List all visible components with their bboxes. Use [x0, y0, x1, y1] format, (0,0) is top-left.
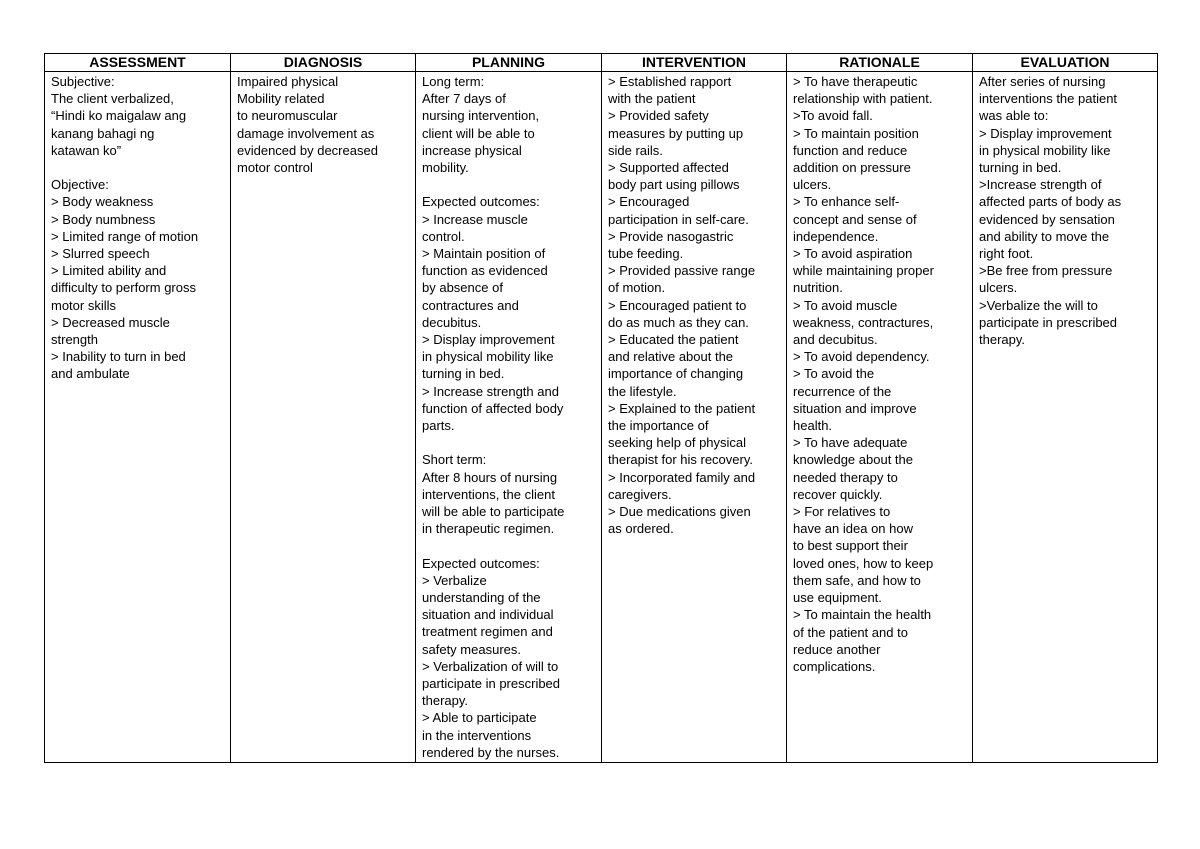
- cell-line: > Limited range of motion: [51, 228, 199, 244]
- cell-line: [422, 176, 595, 193]
- cell-line: > To have therapeutic: [793, 74, 918, 89]
- cell-line: therapy.: [979, 332, 1026, 348]
- cell-line: > To avoid aspiration: [793, 246, 913, 262]
- cell-line: > To have adequate: [793, 435, 908, 451]
- cell-line: recover quickly.: [793, 486, 883, 502]
- cell-line: > To enhance self-: [793, 194, 900, 210]
- cell-line: ulcers.: [793, 177, 832, 193]
- cell-line: >To avoid fall.: [793, 108, 873, 124]
- cell-line: > Limited ability and: [51, 263, 167, 279]
- evaluation-cell: [973, 72, 1158, 763]
- cell-line: body part using pillows: [608, 177, 740, 193]
- cell-line: have an idea on how: [793, 521, 913, 537]
- cell-line: > Encouraged patient to: [608, 297, 747, 313]
- nursing-care-plan-table: [44, 53, 1158, 763]
- cell-line: > Display improvement: [422, 332, 555, 348]
- cell-line: measures by putting up: [608, 125, 744, 141]
- cell-line: ulcers.: [979, 280, 1018, 296]
- cell-line: difficulty to perform gross: [51, 280, 196, 296]
- cell-line: while maintaining proper: [793, 263, 934, 279]
- cell-line: Short term:: [422, 452, 487, 468]
- cell-line: and decubitus.: [793, 332, 878, 348]
- cell-line: > To maintain position: [793, 125, 919, 141]
- cell-line: > Verbalize: [422, 572, 487, 588]
- cell-line: function and reduce: [793, 142, 908, 158]
- cell-line: complications.: [793, 658, 876, 674]
- cell-line: >Increase strength of: [979, 177, 1102, 193]
- cell-line: interventions, the client: [422, 486, 555, 502]
- cell-line: in physical mobility like: [979, 142, 1111, 158]
- cell-line: decubitus.: [422, 314, 482, 330]
- cell-line: > Increase strength and: [422, 383, 559, 399]
- cell-line: nursing intervention,: [422, 108, 540, 124]
- cell-line: situation and improve: [793, 400, 917, 416]
- cell-line: > Provided safety: [608, 108, 709, 124]
- planning-cell: [416, 72, 602, 763]
- cell-line: and ambulate: [51, 366, 130, 382]
- cell-line: control.: [422, 228, 465, 244]
- cell-line: > Inability to turn in bed: [51, 349, 186, 365]
- assessment-cell: [45, 72, 231, 763]
- cell-line: knowledge about the: [793, 452, 913, 468]
- cell-line: katawan ko”: [51, 142, 122, 158]
- cell-line: > To avoid muscle: [793, 297, 898, 313]
- header-diagnosis: DIAGNOSIS: [231, 54, 416, 72]
- header-intervention: INTERVENTION: [602, 54, 787, 72]
- cell-line: > To avoid the: [793, 366, 875, 382]
- cell-line: do as much as they can.: [608, 314, 749, 330]
- cell-line: > Provide nasogastric: [608, 228, 734, 244]
- cell-line: by absence of: [422, 280, 503, 296]
- cell-line: therapy.: [422, 693, 469, 709]
- cell-line: > Incorporated family and: [608, 469, 756, 485]
- cell-line: use equipment.: [793, 590, 882, 606]
- cell-line: > To avoid dependency.: [793, 349, 930, 365]
- cell-line: Expected outcomes:: [422, 194, 540, 210]
- cell-line: tube feeding.: [608, 246, 684, 262]
- cell-line: After series of nursing: [979, 74, 1106, 89]
- cell-line: > Due medications given: [608, 504, 751, 520]
- header-evaluation: EVALUATION: [973, 54, 1158, 72]
- cell-line: the importance of: [608, 418, 709, 434]
- cell-line: them safe, and how to: [793, 572, 921, 588]
- cell-line: > Verbalization of will to: [422, 658, 559, 674]
- cell-line: and ability to move the: [979, 228, 1110, 244]
- cell-line: strength: [51, 332, 98, 348]
- cell-line: Subjective:: [51, 74, 115, 89]
- cell-line: right foot.: [979, 246, 1034, 262]
- cell-line: in the interventions: [422, 727, 532, 743]
- cell-line: independence.: [793, 228, 879, 244]
- cell-line: > Able to participate: [422, 710, 537, 726]
- cell-line: importance of changing: [608, 366, 744, 382]
- cell-line: the lifestyle.: [608, 383, 677, 399]
- cell-line: relationship with patient.: [793, 91, 933, 107]
- cell-line: motor skills: [51, 297, 117, 313]
- cell-line: parts.: [422, 418, 455, 434]
- cell-line: function as evidenced: [422, 263, 548, 279]
- cell-line: Expected outcomes:: [422, 555, 540, 571]
- header-planning: PLANNING: [416, 54, 602, 72]
- cell-line: > Display improvement: [979, 125, 1112, 141]
- content-row: [45, 72, 1158, 763]
- cell-line: > Supported affected: [608, 160, 729, 176]
- cell-line: > Slurred speech: [51, 246, 150, 262]
- cell-line: recurrence of the: [793, 383, 892, 399]
- cell-line: damage involvement as: [237, 125, 375, 141]
- rationale-cell: [787, 72, 973, 763]
- cell-line: > For relatives to: [793, 504, 891, 520]
- cell-line: contractures and: [422, 297, 519, 313]
- cell-line: addition on pressure: [793, 160, 911, 176]
- cell-line: Objective:: [51, 177, 109, 193]
- cell-line: with the patient: [608, 91, 696, 107]
- cell-line: to neuromuscular: [237, 108, 338, 124]
- cell-line: Long term:: [422, 74, 485, 89]
- cell-line: Impaired physical: [237, 74, 339, 89]
- cell-line: After 8 hours of nursing: [422, 469, 558, 485]
- cell-line: Mobility related: [237, 91, 325, 107]
- cell-line: > Established rapport: [608, 74, 732, 89]
- diagnosis-cell: [231, 72, 416, 763]
- cell-line: > Increase muscle: [422, 211, 528, 227]
- cell-line: function of affected body: [422, 400, 564, 416]
- cell-line: will be able to participate: [422, 504, 565, 520]
- cell-line: >Verbalize the will to: [979, 297, 1098, 313]
- cell-line: evidenced by sensation: [979, 211, 1115, 227]
- cell-line: reduce another: [793, 641, 881, 657]
- cell-line: [422, 434, 595, 451]
- cell-line: safety measures.: [422, 641, 521, 657]
- cell-line: turning in bed.: [979, 160, 1062, 176]
- cell-line: seeking help of physical: [608, 435, 747, 451]
- cell-line: > Body weakness: [51, 194, 154, 210]
- cell-line: increase physical: [422, 142, 522, 158]
- cell-line: > Provided passive range: [608, 263, 756, 279]
- cell-line: participate in prescribed: [979, 314, 1118, 330]
- cell-line: > Body numbness: [51, 211, 156, 227]
- intervention-cell: [602, 72, 787, 763]
- cell-line: and relative about the: [608, 349, 734, 365]
- cell-line: mobility.: [422, 160, 469, 176]
- cell-line: evidenced by decreased: [237, 142, 378, 158]
- cell-line: situation and individual: [422, 607, 554, 623]
- cell-line: “Hindi ko maigalaw ang: [51, 108, 187, 124]
- cell-line: understanding of the: [422, 590, 541, 606]
- cell-line: > Explained to the patient: [608, 400, 756, 416]
- cell-line: kanang bahagi ng: [51, 125, 155, 141]
- header-rationale: RATIONALE: [787, 54, 973, 72]
- cell-line: side rails.: [608, 142, 663, 158]
- cell-line: needed therapy to: [793, 469, 898, 485]
- cell-line: After 7 days of: [422, 91, 506, 107]
- cell-line: > Maintain position of: [422, 246, 546, 262]
- cell-line: >Be free from pressure: [979, 263, 1113, 279]
- cell-line: interventions the patient: [979, 91, 1118, 107]
- cell-line: in physical mobility like: [422, 349, 554, 365]
- cell-line: participation in self-care.: [608, 211, 749, 227]
- cell-line: was able to:: [979, 108, 1049, 124]
- cell-line: loved ones, how to keep: [793, 555, 934, 571]
- cell-line: of the patient and to: [793, 624, 908, 640]
- cell-line: [51, 159, 224, 176]
- cell-line: > Encouraged: [608, 194, 690, 210]
- cell-line: affected parts of body as: [979, 194, 1122, 210]
- cell-line: of motion.: [608, 280, 666, 296]
- cell-line: client will be able to: [422, 125, 535, 141]
- header-assessment: ASSESSMENT: [45, 54, 231, 72]
- cell-line: [422, 537, 595, 554]
- cell-line: participate in prescribed: [422, 676, 561, 692]
- cell-line: as ordered.: [608, 521, 674, 537]
- cell-line: concept and sense of: [793, 211, 917, 227]
- cell-line: turning in bed.: [422, 366, 505, 382]
- cell-line: > Decreased muscle: [51, 314, 170, 330]
- cell-line: weakness, contractures,: [793, 314, 934, 330]
- cell-line: in therapeutic regimen.: [422, 521, 555, 537]
- cell-line: health.: [793, 418, 833, 434]
- cell-line: The client verbalized,: [51, 91, 174, 107]
- cell-line: caregivers.: [608, 486, 672, 502]
- cell-line: rendered by the nurses.: [422, 744, 560, 760]
- cell-line: to best support their: [793, 538, 908, 554]
- cell-line: motor control: [237, 160, 313, 176]
- cell-line: therapist for his recovery.: [608, 452, 753, 468]
- header-row: [45, 54, 1158, 72]
- cell-line: nutrition.: [793, 280, 843, 296]
- cell-line: treatment regimen and: [422, 624, 553, 640]
- cell-line: > To maintain the health: [793, 607, 932, 623]
- cell-line: > Educated the patient: [608, 332, 739, 348]
